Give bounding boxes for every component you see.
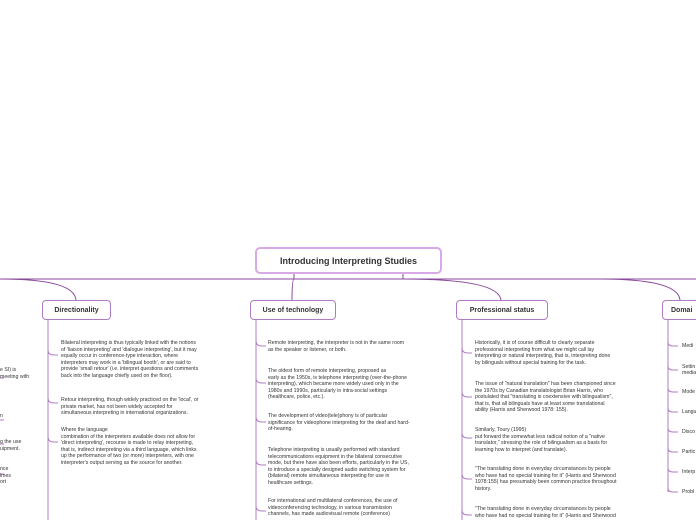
- branch-directionality[interactable]: [42, 300, 111, 320]
- domain-item[interactable]: Partic: [682, 449, 696, 455]
- domain-item[interactable]: Settin: [682, 364, 696, 370]
- note-bilateral-interpreting[interactable]: Bilateral interpreting is thus typically linked with the notions of 'liaison interpreting' and 'dialogue interpreting', but it may equally occur in conference-type interaction, where interpreters may work in a 'bilingual booth', or are said to provide 'small retour' (i.e. interpret questions and comments back into the language chiefly used on the floor).: [61, 340, 199, 379]
- left-fragment-note[interactable]: g the use uipment.: [0, 439, 22, 452]
- note-relay-interpreting[interactable]: Where the language combination of the interpreters available does not allow for 'direct interpreting', recourse is made to relay interpreting, that is, indirect interpreting via a third language, which links up the performance of two (or more) interpreters, with one interpreter's output serving as the source for another.: [61, 427, 197, 466]
- note-remote-interpreting[interactable]: Remote interpreting, the interpreter is not in the same room as the speaker or listener, or both.: [268, 340, 405, 353]
- note-native-translator[interactable]: Similarly, Toury (1995) put forward the somewhat less radical notion of a "native translator," stressing the role of bilingualism as a basis for learning how to interpret (and translate).: [475, 427, 608, 453]
- note-retour-interpreting[interactable]: Retour interpreting, though widely practiced on the 'local', or private market, has not been widely accepted for simultaneous interpreting in international organizations.: [61, 397, 199, 416]
- domain-item[interactable]: media: [682, 370, 696, 376]
- note-everyday-translating-2[interactable]: "The translating done in everyday circumstances by people who have had no special training for it" (Harris and Sherwood: [475, 506, 616, 519]
- branch-professional-status[interactable]: [456, 300, 548, 320]
- note-videophone[interactable]: The development of video(tele)phony is of particular significance for videophone interpreting for the deaf and hard- of-hearing.: [268, 413, 410, 432]
- branch-use-of-technology[interactable]: [250, 300, 336, 320]
- domain-item[interactable]: Mode: [682, 389, 695, 395]
- domain-item[interactable]: Probl: [682, 489, 695, 495]
- branch-label: Directionality: [54, 306, 99, 314]
- branch-label: Domai: [671, 306, 693, 314]
- branch-label: Use of technology: [262, 306, 324, 314]
- note-videoconferencing[interactable]: For international and multilateral conferences, the use of videoconferencing technology, in various transmission channels, has made audiovisual remote (conference): [268, 498, 398, 517]
- left-fragment-note[interactable]: e SI) is meeting with: [0, 367, 30, 380]
- domain-item[interactable]: Interp: [682, 469, 696, 475]
- note-telephone-interpreting[interactable]: The oldest form of remote interpreting, proposed as early as the 1950s, is telephone interpreting (over-the-phone interpreting), which became more widely used only in the 1980s and 1990s, particularly in intra-social settings (healthcare, police, etc.).: [268, 368, 407, 400]
- note-everyday-translating[interactable]: "The translating done in everyday circumstances by people who have had no special training for it" (Harris and Sherwood 1978:155) has presumably been common practice throughout history.: [475, 466, 617, 492]
- root-title: Introducing Interpreting Studies: [280, 255, 417, 266]
- note-lay-interpreting[interactable]: Historically, it is of course difficult to clearly separate professional interpreting from what we might call lay interpreting or natural interpreting, that is, interpreting done by bilinguals without special training for the task.: [475, 340, 611, 366]
- domain-item[interactable]: Disco: [682, 429, 695, 435]
- left-fragment-note[interactable]: nce imes ort: [0, 466, 11, 485]
- domain-item[interactable]: Langu: [682, 409, 696, 415]
- branch-label: Professional status: [469, 306, 535, 314]
- left-fragment-note[interactable]: n: [0, 413, 3, 419]
- root-topic[interactable]: [255, 247, 442, 274]
- note-natural-translation[interactable]: The issue of "natural translation" has been championed since the 1970s by Canadian translatologist Brian Harris, who postulated that "translating is coextensive with bilingualism", that is, that all bilinguals have at least some translational ability (Harris and Sherwood 1978: 155).: [475, 381, 616, 413]
- note-telecom-equipment[interactable]: Telephone interpreting is usually performed with standard telecommunications equipment in the bilateral consecutive mode, but there have also been efforts, particularly in the US, to introduce a specially designed audio switching system for (bilateral) remote simultaneous interpreting for use in healthcare settings.: [268, 447, 409, 486]
- domain-item[interactable]: Medi: [682, 343, 694, 349]
- branch-domain[interactable]: [662, 300, 696, 320]
